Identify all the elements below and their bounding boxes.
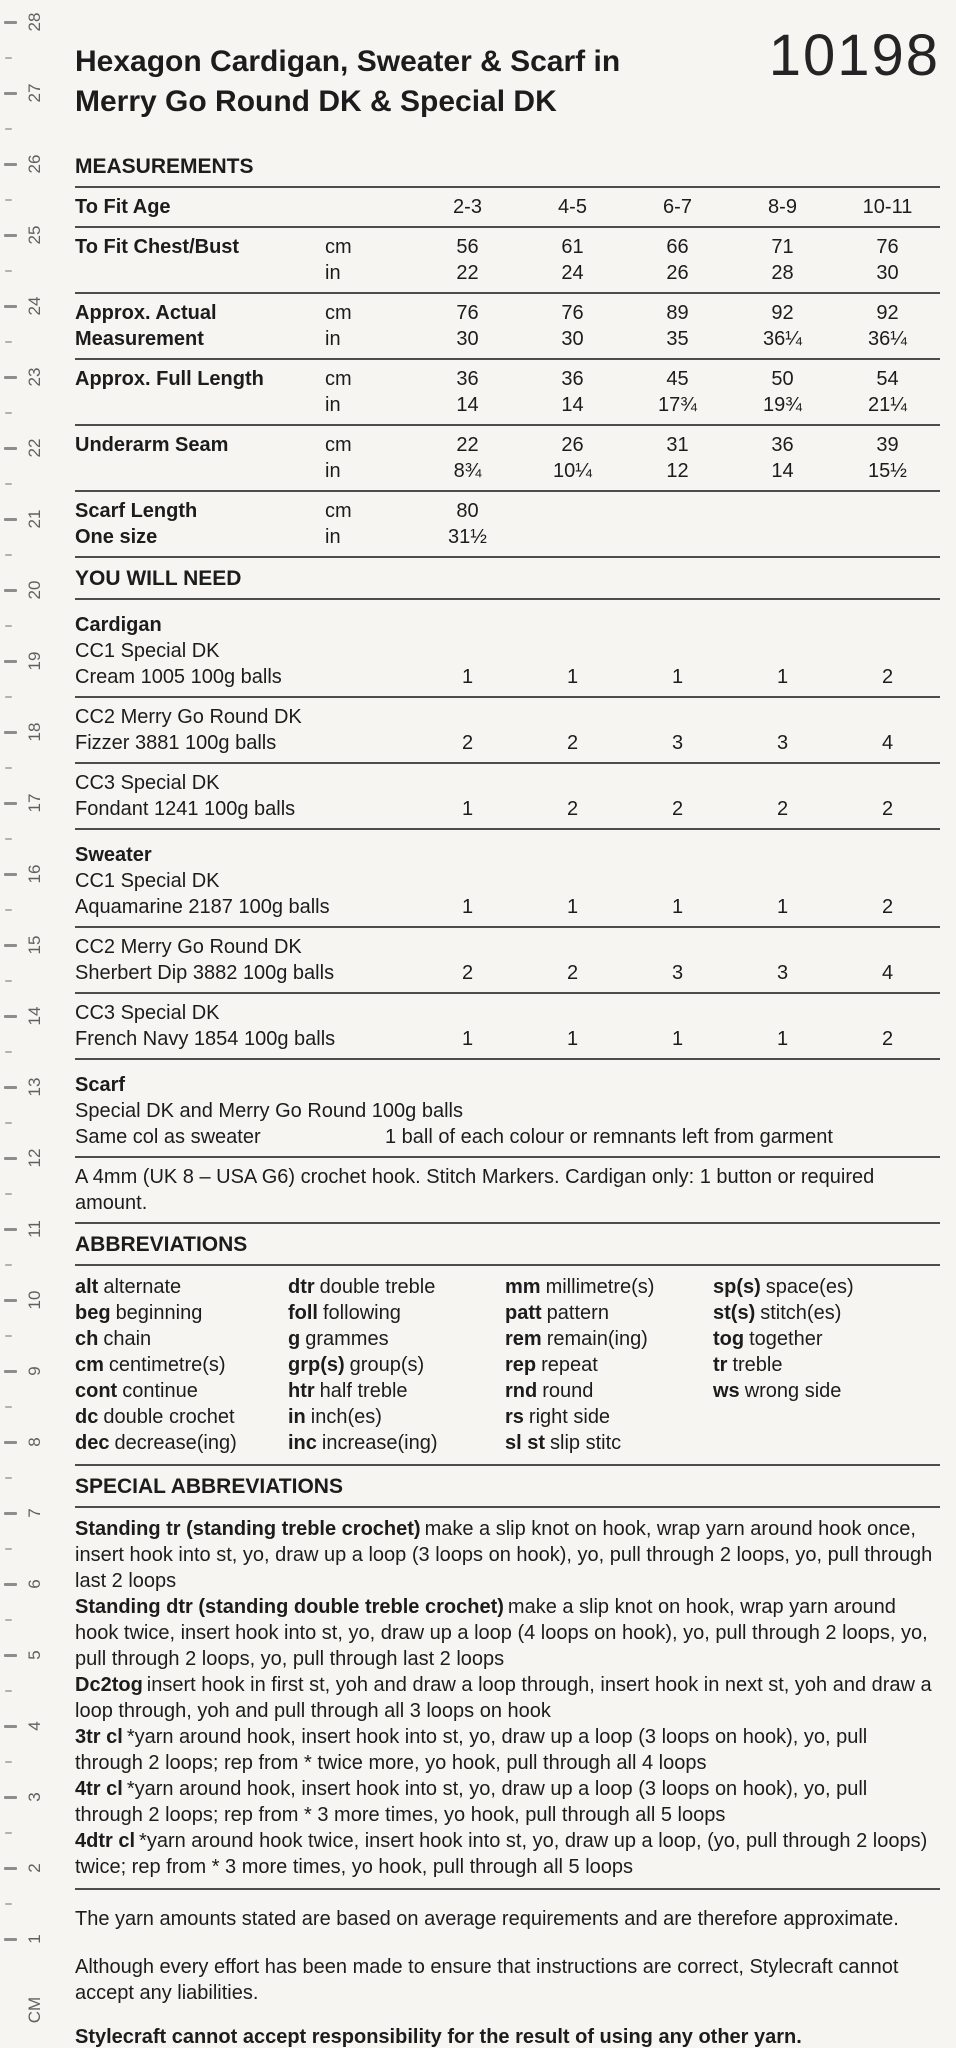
ball-qty: 1 <box>671 896 684 918</box>
ruler-label: 1 <box>25 1934 44 1944</box>
ruler-minor-tick <box>5 1761 12 1763</box>
abbreviations-col-2 <box>288 1274 505 1456</box>
value-cell: 31 12 <box>666 434 689 482</box>
value-cell <box>625 498 730 550</box>
unit-cell: cm in <box>325 434 352 482</box>
value-cell: 76 30 <box>456 302 479 350</box>
unit-cell: cm in <box>325 500 352 548</box>
ball-qty: 2 <box>881 896 894 918</box>
abbreviation: dc double crochet <box>75 1406 235 1428</box>
abbreviation: dec decrease(ing) <box>75 1432 237 1454</box>
ruler-label: 27 <box>25 83 44 103</box>
notions-paragraph: A 4mm (UK 8 – USA G6) crochet hook. Stitch Markers. Cardigan only: 1 button or required amount. <box>75 1166 875 1214</box>
ruler-minor-tick <box>5 909 12 911</box>
garment-name: Sweater <box>75 844 152 866</box>
ball-qty: 1 <box>566 1028 579 1050</box>
abbreviation: beg beginning <box>75 1302 203 1324</box>
ruler-minor-tick <box>5 1477 12 1479</box>
abbreviation: sl st slip stitc <box>505 1432 622 1454</box>
value-cell: 39 15½ <box>868 434 907 482</box>
ball-qty: 1 <box>461 666 474 688</box>
value-cell <box>835 498 940 550</box>
special-abbreviation: 4dtr cl *yarn around hook twice, insert hook into st, yo, draw up a loop, (yo, pull through 2 loops) twice; rep from * 3 more times, yo hook, pull through all 5 loops <box>75 1830 928 1878</box>
responsibility-note: Stylecraft cannot accept responsibility for the result of using any other yarn. <box>75 2026 802 2048</box>
special-abbreviation: Dc2tog insert hook in first st, yoh and draw a loop through, insert hook in next st, yoh and draw a loop through, yoh and pull through all 3 loops on hook <box>75 1674 932 1722</box>
size-header: 8-9 <box>768 196 797 218</box>
ruler-tick <box>4 1583 17 1586</box>
yarn-line: CC1 Special DK <box>75 870 220 892</box>
ball-qty: 4 <box>881 962 894 984</box>
unit-cell: cm in <box>325 236 352 284</box>
you-will-need-heading: YOU WILL NEED <box>75 567 242 590</box>
ruler-minor-tick <box>5 1335 12 1337</box>
pattern-number: 10198 <box>768 23 940 88</box>
yarn-line: Fondant 1241 100g balls <box>75 798 296 820</box>
cardigan-yarn-block-1 <box>75 600 940 696</box>
liability-note: Although every effort has been made to ensure that instructions are correct, Stylecraft cannot accept any liabilities. <box>75 1956 899 2004</box>
ball-qty: 3 <box>776 732 789 754</box>
ruler-tick <box>4 1725 17 1728</box>
ball-qty: 2 <box>881 798 894 820</box>
garment-name: Scarf <box>75 1074 126 1096</box>
yarn-line: CC2 Merry Go Round DK <box>75 706 302 728</box>
ruler-tick <box>4 944 17 947</box>
ruler-label: 7 <box>25 1508 44 1518</box>
ball-qty: 1 <box>461 798 474 820</box>
ruler-tick <box>4 92 17 95</box>
measurements-row-actual <box>75 294 940 358</box>
abbreviation: tr treble <box>713 1354 783 1376</box>
value-cell: 36 14 <box>456 368 479 416</box>
special-abbreviation: 3tr cl *yarn around hook, insert hook into st, yo, draw up a loop (3 loops on hook), yo, pull through 2 loops; rep from * twice more, yo hook, pull through all 4 loops <box>75 1726 868 1774</box>
row-label: Underarm Seam <box>75 434 229 456</box>
ball-qty: 4 <box>881 732 894 754</box>
abbreviation: dtr double treble <box>288 1276 436 1298</box>
ball-qty: 2 <box>881 1028 894 1050</box>
row-label: Scarf Length One size <box>75 500 198 548</box>
abbreviations-col-4 <box>713 1274 940 1456</box>
ruler-minor-tick <box>5 483 12 485</box>
ruler-minor-tick <box>5 412 12 414</box>
ball-qty: 1 <box>776 1028 789 1050</box>
ball-qty: 2 <box>566 798 579 820</box>
row-label: To Fit Chest/Bust <box>75 236 240 258</box>
ruler-label: 10 <box>25 1290 44 1310</box>
value-cell: 36 14 <box>771 434 794 482</box>
ruler-minor-tick <box>5 838 12 840</box>
value-cell: 80 31½ <box>448 500 487 548</box>
measurements-heading: MEASUREMENTS <box>75 155 254 178</box>
ruler-minor-tick <box>5 57 12 59</box>
ruler-label: 3 <box>25 1792 44 1802</box>
ruler-tick <box>4 21 17 24</box>
ruler-label: 14 <box>25 1006 44 1026</box>
unit-cell <box>325 194 415 220</box>
sweater-yarn-block-1 <box>75 830 940 926</box>
ruler-label: 9 <box>25 1366 44 1376</box>
ruler-tick <box>4 1512 17 1515</box>
unit-cell: cm in <box>325 368 352 416</box>
ruler-minor-tick <box>5 980 12 982</box>
yarn-line: CC1 Special DK <box>75 640 220 662</box>
ruler-tick <box>4 1370 17 1373</box>
ruler-label: 2 <box>25 1863 44 1873</box>
ball-qty: 1 <box>671 666 684 688</box>
ruler-minor-tick <box>5 128 12 130</box>
value-cell: 66 26 <box>666 236 689 284</box>
size-header: 2-3 <box>453 196 482 218</box>
ruler-label: 22 <box>25 438 44 458</box>
ruler-label: 20 <box>25 580 44 600</box>
abbreviation: sp(s) space(es) <box>713 1276 854 1298</box>
ruler-label: 19 <box>25 651 44 671</box>
value-cell: 89 35 <box>666 302 689 350</box>
ruler-label: 4 <box>25 1721 44 1731</box>
ruler-tick <box>4 1441 17 1444</box>
ruler-minor-tick <box>5 1832 12 1834</box>
ruler-minor-tick <box>5 199 12 201</box>
page-title <box>75 42 755 122</box>
ball-qty: 3 <box>671 962 684 984</box>
divider <box>75 1888 940 1890</box>
ruler-minor-tick <box>5 1122 12 1124</box>
value-cell: 56 22 <box>456 236 479 284</box>
abbreviation: in inch(es) <box>288 1406 382 1428</box>
abbreviation: grp(s) group(s) <box>288 1354 425 1376</box>
value-cell: 76 30 <box>561 302 584 350</box>
ball-qty: 2 <box>671 798 684 820</box>
ruler-label: 25 <box>25 225 44 245</box>
ruler-label: 13 <box>25 1077 44 1097</box>
ruler-tick <box>4 305 17 308</box>
value-cell: 36 14 <box>561 368 584 416</box>
value-cell <box>520 498 625 550</box>
abbreviation: htr half treble <box>288 1380 408 1402</box>
value-cell: 92 36¼ <box>868 302 907 350</box>
ruler-tick <box>4 1015 17 1018</box>
abbreviation: ch chain <box>75 1328 152 1350</box>
yarn-line: Cream 1005 100g balls <box>75 666 282 688</box>
ruler-label: 18 <box>25 722 44 742</box>
ruler-tick <box>4 660 17 663</box>
ball-qty: 3 <box>671 732 684 754</box>
ruler-tick <box>4 1086 17 1089</box>
scarf-note-right: 1 ball of each colour or remnants left from garment <box>385 1126 833 1148</box>
ball-qty: 1 <box>461 896 474 918</box>
ruler-tick <box>4 1299 17 1302</box>
value-cell: 45 17¾ <box>658 368 697 416</box>
abbreviations-col-3 <box>505 1274 713 1456</box>
ball-qty: 3 <box>776 962 789 984</box>
special-abbreviations-heading: SPECIAL ABBREVIATIONS <box>75 1475 343 1498</box>
ruler-minor-tick <box>5 1264 12 1266</box>
ball-qty: 1 <box>566 666 579 688</box>
yarn-line: Fizzer 3881 100g balls <box>75 732 277 754</box>
ruler-label: 8 <box>25 1437 44 1447</box>
page-title-line1: Hexagon Cardigan, Sweater & Scarf in <box>75 45 621 78</box>
ruler-label: 21 <box>25 509 44 529</box>
ruler-label: 6 <box>25 1579 44 1589</box>
abbreviation: patt pattern <box>505 1302 609 1324</box>
ruler-minor-tick <box>5 1903 12 1905</box>
ruler-minor-tick <box>5 341 12 343</box>
scarf-note-left: Same col as sweater <box>75 1126 261 1148</box>
ruler-tick <box>4 589 17 592</box>
abbreviations-heading: ABBREVIATIONS <box>75 1233 248 1256</box>
abbreviation: rem remain(ing) <box>505 1328 648 1350</box>
abbreviation: mm millimetre(s) <box>505 1276 655 1298</box>
yarn-line: Aquamarine 2187 100g balls <box>75 896 330 918</box>
cardigan-yarn-block-2 <box>75 698 940 762</box>
special-abbreviation: 4tr cl *yarn around hook, insert hook into st, yo, draw up a loop (3 loops on hook), yo, pull through 2 loops; rep from * 3 more times, yo hook, pull through all 5 loops <box>75 1778 868 1826</box>
cardigan-yarn-block-3 <box>75 764 940 828</box>
abbreviation: tog together <box>713 1328 823 1350</box>
ruler-minor-tick <box>5 767 12 769</box>
ruler-tick <box>4 1654 17 1657</box>
ruler-label: CM <box>25 1996 44 2024</box>
ruler-label: 26 <box>25 154 44 174</box>
abbreviation: inc increase(ing) <box>288 1432 438 1454</box>
sweater-yarn-block-2 <box>75 928 940 992</box>
ball-qty: 2 <box>461 732 474 754</box>
ruler-tick <box>4 873 17 876</box>
yarn-line: Sherbert Dip 3882 100g balls <box>75 962 335 984</box>
scarf-desc: Special DK and Merry Go Round 100g balls <box>75 1100 463 1122</box>
ruler-tick <box>4 731 17 734</box>
value-cell: 26 10¼ <box>553 434 592 482</box>
page-title-line2: Merry Go Round DK & Special DK <box>75 85 557 118</box>
footnotes <box>75 1906 940 2048</box>
ruler-tick <box>4 163 17 166</box>
size-header: 10-11 <box>862 196 913 218</box>
ruler-minor-tick <box>5 1051 12 1053</box>
ruler-label: 11 <box>25 1220 44 1238</box>
ruler-tick <box>4 1867 17 1870</box>
ball-qty: 1 <box>461 1028 474 1050</box>
row-label: Approx. Actual Measurement <box>75 302 217 350</box>
yarn-line: CC3 Special DK <box>75 1002 220 1024</box>
ruler-minor-tick <box>5 1690 12 1692</box>
abbreviation: cm centimetre(s) <box>75 1354 226 1376</box>
ball-qty: 2 <box>566 962 579 984</box>
measurements-row-length <box>75 360 940 424</box>
ball-qty: 1 <box>671 1028 684 1050</box>
ball-qty: 1 <box>776 896 789 918</box>
abbreviation: alt alternate <box>75 1276 182 1298</box>
measurements-row-chest <box>75 228 940 292</box>
page-content <box>75 0 940 2048</box>
ruler-label: 5 <box>25 1650 44 1660</box>
abbreviation: foll following <box>288 1302 401 1324</box>
special-abbreviation: Standing dtr (standing double treble crochet) make a slip knot on hook, wrap yarn around hook twice, insert hook into st, yo, draw up a loop (4 loops on hook), yo, pull through 2 loops, yo, pull through 2 loops, yo, pull through last 2 loops <box>75 1596 928 1670</box>
ruler-tick <box>4 376 17 379</box>
ruler-tick <box>4 1938 17 1941</box>
abbreviations-grid <box>75 1266 940 1464</box>
ruler-minor-tick <box>5 625 12 627</box>
ruler-minor-tick <box>5 1193 12 1195</box>
yarn-line: CC3 Special DK <box>75 772 220 794</box>
size-header: 6-7 <box>663 196 692 218</box>
ruler-minor-tick <box>5 270 12 272</box>
value-cell: 71 28 <box>771 236 794 284</box>
ruler-tick <box>4 447 17 450</box>
ruler-tick <box>4 1796 17 1799</box>
ruler-minor-tick <box>5 554 12 556</box>
ruler-label: 28 <box>25 12 44 32</box>
ruler-label: 12 <box>25 1148 44 1168</box>
value-cell: 54 21¼ <box>868 368 907 416</box>
value-cell: 61 24 <box>561 236 584 284</box>
ruler-label: 23 <box>25 367 44 387</box>
ruler-tick <box>4 234 17 237</box>
ball-qty: 1 <box>776 666 789 688</box>
special-abbreviations-body <box>75 1508 940 1888</box>
abbreviation: rnd round <box>505 1380 594 1402</box>
value-cell: 50 19¾ <box>763 368 802 416</box>
abbreviation: rep repeat <box>505 1354 598 1376</box>
sweater-yarn-block-3 <box>75 994 940 1058</box>
ruler-label: 15 <box>25 935 44 955</box>
ruler-label: 17 <box>25 793 44 813</box>
ball-qty: 2 <box>881 666 894 688</box>
size-header: 4-5 <box>558 196 587 218</box>
scarf-block <box>75 1060 940 1156</box>
measurements-row-scarf <box>75 492 940 556</box>
ruler-minor-tick <box>5 696 12 698</box>
yarn-amounts-note: The yarn amounts stated are based on average requirements and are therefore approximate. <box>75 1908 899 1930</box>
age-label: To Fit Age <box>75 196 171 218</box>
yarn-line: CC2 Merry Go Round DK <box>75 936 302 958</box>
unit-cell: cm in <box>325 302 352 350</box>
abbreviation: cont continue <box>75 1380 198 1402</box>
ruler-tick <box>4 1228 17 1231</box>
ruler-minor-tick <box>5 1548 12 1550</box>
ruler-label: 16 <box>25 864 44 884</box>
abbreviation: st(s) stitch(es) <box>713 1302 842 1324</box>
ball-qty: 2 <box>566 732 579 754</box>
yarn-line: French Navy 1854 100g balls <box>75 1028 336 1050</box>
special-abbreviation: Standing tr (standing treble crochet) make a slip knot on hook, wrap yarn around hook once, insert hook into st, yo, draw up a loop (3 loops on hook), yo, pull through 2 loops, yo, pull through last 2 loops <box>75 1518 933 1592</box>
ruler-label: 24 <box>25 296 44 316</box>
ball-qty: 2 <box>776 798 789 820</box>
value-cell: 22 8¾ <box>453 434 482 482</box>
abbreviations-col-1 <box>75 1274 288 1456</box>
measurements-age-row <box>75 188 940 226</box>
ruler <box>0 0 58 2048</box>
value-cell: 76 30 <box>876 236 899 284</box>
abbreviation: rs right side <box>505 1406 611 1428</box>
value-cell <box>730 498 835 550</box>
row-label: Approx. Full Length <box>75 368 264 390</box>
ruler-tick <box>4 518 17 521</box>
abbreviation: g grammes <box>288 1328 389 1350</box>
ball-qty: 2 <box>461 962 474 984</box>
ruler-minor-tick <box>5 1619 12 1621</box>
value-cell: 92 36¼ <box>763 302 802 350</box>
ruler-tick <box>4 1157 17 1160</box>
ruler-minor-tick <box>5 1406 12 1408</box>
garment-name: Cardigan <box>75 614 162 636</box>
measurements-row-underarm <box>75 426 940 490</box>
abbreviation: ws wrong side <box>713 1380 842 1402</box>
ruler-tick <box>4 802 17 805</box>
ball-qty: 1 <box>566 896 579 918</box>
